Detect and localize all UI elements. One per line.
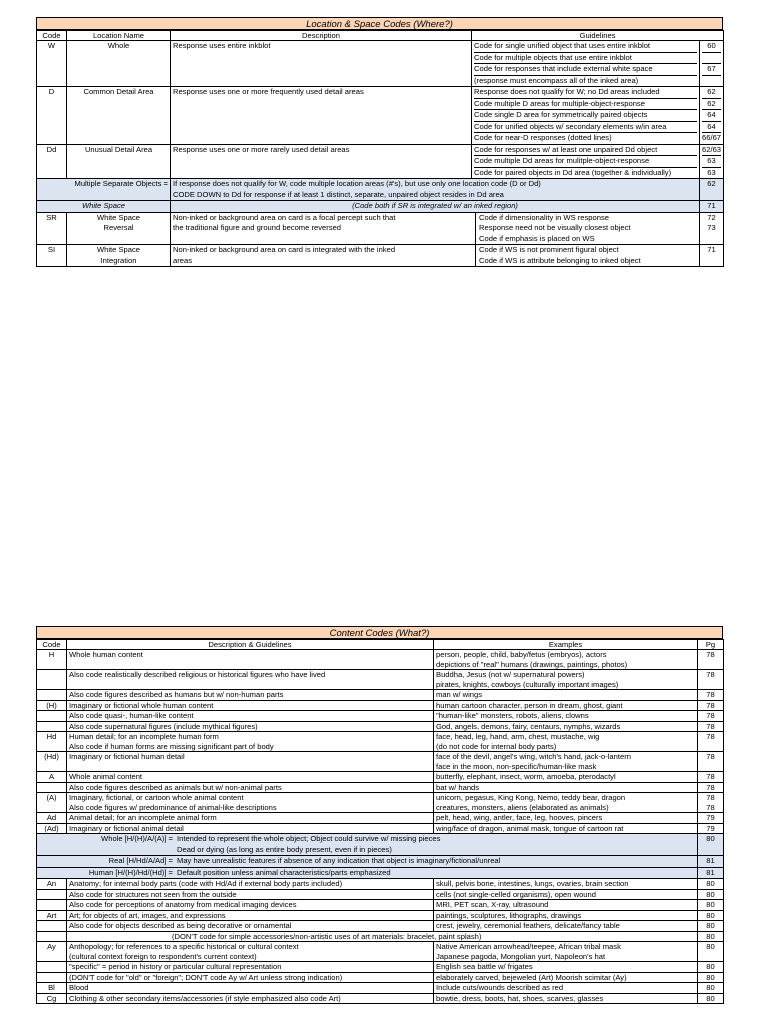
content-row	[37, 931, 724, 942]
location-description-line: Response uses one or more frequently used detail areas	[173, 87, 364, 96]
content-example: person, people, child, baby/fetus (embryos), actors	[434, 650, 698, 660]
content-code	[37, 962, 67, 973]
location-header-cell: Description	[171, 31, 472, 41]
content-example: man w/ wings	[434, 690, 698, 701]
content-description: Imaginary or fictional human detail	[67, 752, 434, 762]
location-description	[171, 41, 472, 87]
content-example: Include cuts/wounds described as red	[434, 983, 698, 994]
content-description: Imaginary or fictional whole human content	[67, 700, 434, 711]
multiple-objects-page: 62	[700, 179, 724, 201]
white-space-guideline-line: Code if WS is attribute belonging to inked object	[479, 255, 641, 265]
content-page: 80	[698, 921, 724, 932]
content-header-cell: Description & Guidelines	[67, 640, 434, 650]
white-space-name-line: White Space	[96, 212, 141, 222]
content-example: elaborately carved, bejeweled (Art) Moorish scimitar (Ay)	[434, 972, 698, 983]
content-header-cell: Examples	[434, 640, 698, 650]
content-band-label: Human [H/(H)/Hd/(Hd)] =	[88, 867, 173, 877]
location-row	[37, 144, 724, 179]
white-space-page-line: 71	[707, 245, 716, 254]
content-row	[37, 952, 724, 962]
content-row	[37, 962, 724, 973]
content-page: 80	[698, 889, 724, 900]
content-row	[37, 793, 724, 803]
content-code	[37, 921, 67, 932]
multiple-objects-line: If response does not qualify for W, code multiple location areas (#'s), but use only one location code (D or Dd)	[173, 179, 541, 188]
content-code: A	[37, 772, 67, 783]
content-page: 80	[698, 962, 724, 973]
content-band-row	[37, 867, 724, 879]
content-description	[67, 680, 434, 690]
location-page-line: 62	[702, 87, 721, 99]
white-space-name-line: Integration	[100, 255, 137, 265]
content-description: Art; for objects of art, images, and expressions	[67, 910, 434, 921]
content-description: Also code for objects described as being decorative or ornamental	[67, 921, 434, 932]
content-band-row	[37, 834, 724, 856]
location-header-cell: Code	[37, 31, 67, 41]
white-space-split	[173, 245, 697, 266]
content-codes-table	[36, 626, 723, 1004]
white-space-guide-block	[476, 213, 631, 245]
content-description: Anatomy; for internal body parts (code with Hd/Ad if external body parts included)	[67, 879, 434, 890]
white-space-page	[700, 212, 724, 245]
location-guideline-line: Code single D area for symmetrically paired objects	[474, 110, 697, 122]
content-description: Also code figures described as humans but w/ non-human parts	[67, 690, 434, 701]
content-description: Blood	[67, 983, 434, 994]
content-band-text	[177, 834, 440, 855]
white-space-description-line: areas	[173, 255, 192, 265]
white-space-desc-block	[171, 245, 476, 266]
content-band-wrap	[39, 868, 695, 879]
content-row	[37, 752, 724, 762]
location-page-line: 62/63	[702, 145, 721, 157]
content-row	[37, 721, 724, 732]
white-space-page-line	[702, 256, 721, 267]
content-example: crest, jewelry, ceremonial feathers, delicate/fancy table	[434, 921, 698, 932]
content-description: Also code for structures not seen from the outside	[67, 889, 434, 900]
location-row	[37, 87, 724, 145]
location-guideline-line: Code multiple D areas for multiple-object-response	[474, 99, 697, 111]
content-band-page: 81	[698, 856, 724, 868]
content-row	[37, 650, 724, 660]
location-header-cell: Location Name	[67, 31, 171, 41]
content-code	[37, 972, 67, 983]
content-example: depictions of "real" humans (drawings, paintings, photos)	[434, 660, 698, 670]
multiple-objects-label: Multiple Separate Objects =	[37, 179, 171, 201]
location-name-line: Common Detail Area	[83, 87, 154, 96]
content-page: 80	[698, 983, 724, 994]
location-description	[171, 144, 472, 179]
content-description: Also code realistically described religious or historical figures who have lived	[67, 670, 434, 680]
white-space-code-row	[37, 245, 724, 267]
content-page	[698, 742, 724, 752]
location-page-line: 64	[702, 110, 721, 122]
content-page: 78	[698, 793, 724, 803]
content-row	[37, 993, 724, 1004]
location-description	[171, 87, 472, 145]
white-space-guide-block	[476, 245, 641, 266]
content-description	[67, 762, 434, 772]
location-guideline-line: Code for multiple objects that use entire inkblot	[474, 53, 697, 65]
content-code	[37, 690, 67, 701]
content-band	[37, 856, 698, 868]
content-page	[698, 660, 724, 670]
content-row	[37, 732, 724, 742]
location-guideline-line: Code for responses that include external white space	[474, 64, 697, 76]
location-name-line: Unusual Detail Area	[84, 144, 153, 154]
content-row	[37, 879, 724, 890]
white-space-description-line: Non-inked or background area on card is integrated with the inked	[173, 245, 396, 254]
multiple-objects-row	[37, 179, 724, 201]
white-space-row	[37, 201, 724, 213]
content-table	[36, 639, 724, 1004]
location-guideline-line: Code for near-D responses (dotted lines)	[474, 133, 612, 142]
content-example: cells (not single-celled organisms), open wound	[434, 889, 698, 900]
content-code: (Ad)	[37, 823, 67, 834]
location-description-line: Response uses entire inkblot	[173, 41, 271, 50]
content-page: 78	[698, 690, 724, 701]
location-guidelines	[472, 144, 700, 179]
white-space-split	[173, 213, 697, 245]
content-description: Whole human content	[67, 650, 434, 660]
content-page: 78	[698, 782, 724, 793]
location-guidelines	[472, 41, 700, 87]
content-page: 78	[698, 732, 724, 742]
content-description: Also code figures described as animals but w/ non-animal parts	[67, 782, 434, 793]
content-code: Hd	[37, 732, 67, 742]
content-table-title: Content Codes (What?)	[36, 626, 723, 639]
content-page: 80	[698, 931, 724, 942]
content-row	[37, 972, 724, 983]
white-space-page-line: 72	[707, 212, 716, 222]
content-example: English sea battle w/ frigates	[434, 962, 698, 973]
content-example: Japanese pagoda, Mongolian yurt, Napoleon's hat	[434, 952, 698, 962]
content-code	[37, 900, 67, 911]
content-row	[37, 823, 724, 834]
location-table-title: Location & Space Codes (Where?)	[36, 17, 723, 30]
location-page-line: 64	[702, 122, 721, 134]
content-example: wing/face of dragon, animal mask, tongue of cartoon rat	[434, 823, 698, 834]
content-band	[37, 867, 698, 879]
location-space-codes-table	[36, 17, 723, 267]
content-example: pelt, head, wing, antler, face, leg, hooves, pincers	[434, 813, 698, 824]
location-code: W	[37, 41, 67, 87]
white-space-guideline-line: Code if emphasis is placed on WS	[479, 233, 595, 243]
content-page: 80	[698, 900, 724, 911]
content-example: bowtie, dress, boots, hat, shoes, scarves, glasses	[434, 993, 698, 1004]
content-page: 80	[698, 910, 724, 921]
content-header-row	[37, 640, 724, 650]
content-code: Ad	[37, 813, 67, 824]
content-page: 80	[698, 879, 724, 890]
content-page: 78	[698, 700, 724, 711]
white-space-label: White Space	[37, 201, 171, 213]
content-code	[37, 670, 67, 680]
content-band-page: 80	[698, 834, 724, 856]
location-page-line: 63	[707, 167, 716, 177]
content-description: (cultural context foreign to respondent's current context)	[67, 952, 434, 962]
content-page: 80	[698, 993, 724, 1004]
content-band-wrap	[39, 856, 695, 867]
location-page	[700, 144, 724, 179]
content-example: pirates, knights, cowboys (culturally important images)	[434, 680, 698, 690]
white-space-name	[67, 212, 171, 245]
location-page-line	[702, 76, 721, 87]
white-space-code-row	[37, 212, 724, 245]
white-space-guideline-line: Response need not be visually closest object	[479, 223, 631, 232]
content-row	[37, 803, 724, 813]
content-code	[37, 680, 67, 690]
content-row	[37, 772, 724, 783]
content-code: (Hd)	[37, 752, 67, 762]
white-space-desc-block	[171, 213, 476, 245]
content-row	[37, 910, 724, 921]
content-row	[37, 782, 724, 793]
content-row	[37, 690, 724, 701]
white-space-name-line: White Space	[96, 245, 141, 254]
content-example: "human-like" monsters, robots, aliens, clowns	[434, 711, 698, 722]
content-code	[37, 931, 67, 942]
content-row	[37, 813, 724, 824]
content-band-page: 81	[698, 867, 724, 879]
content-page: 79	[698, 823, 724, 834]
content-band-label: Whole [H/(H)/A/(A)] =	[101, 834, 173, 843]
content-row	[37, 711, 724, 722]
multiple-objects-line: CODE DOWN to Dd for response if at least 1 distinct, separate, unpaired object resides in Dd area	[173, 189, 504, 199]
location-header-cell: Guidelines	[472, 31, 724, 41]
location-guidelines	[472, 87, 700, 145]
location-guideline-line: (response must encompass all of the inked area)	[474, 75, 639, 85]
content-code	[37, 762, 67, 772]
location-page-line: 63	[702, 156, 721, 168]
location-name	[67, 144, 171, 179]
content-page	[698, 680, 724, 690]
content-page: 78	[698, 772, 724, 783]
content-row	[37, 762, 724, 772]
content-row	[37, 942, 724, 952]
content-description: "specific" = period in history or particular cultural representation	[67, 962, 434, 973]
content-band-line: May have unrealistic features if absence of any indication that object is imaginary/fictional/unreal	[177, 856, 501, 865]
white-space-description-line: Non-inked or background area on card is a focal percept such that	[173, 212, 396, 222]
content-example: Native American arrowhead/teepee, African tribal mask	[434, 942, 698, 952]
content-row	[37, 742, 724, 752]
content-example: MRI, PET scan, X-ray, ultrasound	[434, 900, 698, 911]
content-code	[37, 952, 67, 962]
content-row	[37, 660, 724, 670]
white-space-name-line: Reversal	[103, 223, 134, 232]
content-description: Also code quasi-, human-like content	[67, 711, 434, 722]
location-name	[67, 87, 171, 145]
content-band-wrap	[39, 834, 695, 855]
location-page-line: 66/67	[702, 133, 722, 142]
white-space-code: SI	[37, 245, 67, 267]
content-code: Cg	[37, 993, 67, 1004]
content-band-line: Intended to represent the whole object; Object could survive w/ missing pieces	[177, 834, 441, 843]
content-page: 78	[698, 650, 724, 660]
content-code: (H)	[37, 700, 67, 711]
white-space-description	[171, 212, 700, 245]
location-code: Dd	[37, 144, 67, 179]
multiple-objects-text	[171, 179, 700, 201]
content-row	[37, 983, 724, 994]
content-description: Whole animal content	[67, 772, 434, 783]
white-space-guideline-line: Code if dimensionality in WS response	[479, 212, 609, 222]
white-space-page	[700, 245, 724, 267]
content-example: bat w/ hands	[434, 782, 698, 793]
content-description: Anthopology; for references to a specific historical or cultural context	[67, 942, 434, 952]
content-row	[37, 900, 724, 911]
content-description: Also code for perceptions of anatomy from medical imaging devices	[67, 900, 434, 911]
content-example: unicorn, pegasus, King Kong, Nemo, teddy bear, dragon	[434, 793, 698, 803]
location-page-line: 60	[702, 41, 721, 53]
content-code: Bl	[37, 983, 67, 994]
content-band-text	[177, 868, 391, 879]
content-code: Art	[37, 910, 67, 921]
location-guideline-line: Code multiple Dd areas for mulitple-object-response	[474, 156, 697, 168]
content-example: paintings, sculptures, lithographs, drawings	[434, 910, 698, 921]
content-row	[37, 921, 724, 932]
content-description: Imaginary or fictional animal detail	[67, 823, 434, 834]
content-code	[37, 782, 67, 793]
location-page-line	[702, 53, 721, 65]
content-page	[698, 952, 724, 962]
content-row	[37, 670, 724, 680]
content-description: Also code figures w/ predominance of animal-like descriptions	[67, 803, 434, 813]
content-description: Clothing & other secondary items/accessories (if style emphasized also code Art)	[67, 993, 434, 1004]
location-page	[700, 87, 724, 145]
white-space-page-line: 73	[707, 223, 716, 232]
content-description: Animal detail; for an incomplete animal form	[67, 813, 434, 824]
content-page: 79	[698, 813, 724, 824]
location-guideline-line: Code for responses w/ at least one unpaired Dd object	[474, 145, 697, 157]
content-band-line: Default position unless animal characteristics/parts emphasized	[177, 867, 391, 877]
content-description: (DON'T code for simple accessories/non-artistic uses of art materials: bracelet, paint splash)	[67, 931, 698, 942]
location-code: D	[37, 87, 67, 145]
content-description: Also code supernatural figures (include mythical figures)	[67, 721, 434, 732]
content-page: 78	[698, 670, 724, 680]
content-description: Human detail; for an incomplete human form	[67, 732, 434, 742]
content-example: skull, pelvis bone, intestines, lungs, ovaries, brain section	[434, 879, 698, 890]
content-page: 78	[698, 803, 724, 813]
content-description	[67, 660, 434, 670]
content-row	[37, 889, 724, 900]
location-guideline-line: Code for unified objects w/ secondary elements w/in area	[474, 122, 697, 134]
content-example: face of the devil, angel's wing, witch's hand, jack-o-lantern	[434, 752, 698, 762]
content-description: Imaginary, fictional, or cartoon whole animal content	[67, 793, 434, 803]
location-guideline-line: Response does not qualify for W; no Dd areas included	[474, 87, 697, 99]
content-page: 78	[698, 711, 724, 722]
location-table	[36, 30, 724, 267]
content-page: 78	[698, 752, 724, 762]
content-example: (do not code for internal body parts)	[434, 742, 698, 752]
location-guideline-line: Code for paired objects in Dd area (together & individually)	[474, 167, 672, 177]
content-example: creatures, monsters, aliens (elaborated as animals)	[434, 803, 698, 813]
content-header-cell: Code	[37, 640, 67, 650]
white-space-description-line: the traditional figure and ground become reversed	[173, 223, 342, 232]
content-code	[37, 721, 67, 732]
white-space-name	[67, 245, 171, 267]
location-page	[700, 41, 724, 87]
content-example: Buddha, Jesus (not w/ supernatural powers)	[434, 670, 698, 680]
content-page: 78	[698, 721, 724, 732]
location-page-line: 67	[702, 64, 721, 76]
white-space-description	[171, 245, 700, 267]
content-code	[37, 742, 67, 752]
white-space-note: (Code both if SR is integrated w/ an inked region)	[171, 201, 700, 213]
content-description: Also code if human forms are missing significant part of body	[67, 742, 434, 752]
content-page	[698, 762, 724, 772]
content-band-row	[37, 856, 724, 868]
content-example: human cartoon character, person in dream, ghost, giant	[434, 700, 698, 711]
content-example: butterfly, elephant, insect, worm, amoeba, pterodactyl	[434, 772, 698, 783]
content-code	[37, 803, 67, 813]
content-example: God, angels, demons, fairy, centaurs, nymphs, wizards	[434, 721, 698, 732]
content-code	[37, 660, 67, 670]
content-code: Ay	[37, 942, 67, 952]
location-header-row	[37, 31, 724, 41]
content-code: H	[37, 650, 67, 660]
content-description: (DON'T code for "old" or "foreign"; DON'T code Ay w/ Art unless strong indication)	[67, 972, 434, 983]
content-header-cell: Pg	[698, 640, 724, 650]
content-example: face, head, leg, hand, arm, chest, mustache, wig	[434, 732, 698, 742]
content-code: (A)	[37, 793, 67, 803]
location-description-line: Response uses one or more rarely used detail areas	[173, 144, 350, 154]
white-space-code: SR	[37, 212, 67, 245]
content-page: 80	[698, 972, 724, 983]
content-row	[37, 700, 724, 711]
content-code	[37, 889, 67, 900]
location-row	[37, 41, 724, 87]
content-band-line: Dead or dying (as long as entire body present, even if in pieces)	[177, 844, 392, 854]
content-row	[37, 680, 724, 690]
content-code: An	[37, 879, 67, 890]
location-guideline-line: Code for single unified object that uses entire inkblot	[474, 41, 697, 53]
content-band-text	[177, 856, 500, 867]
location-name-line: Whole	[107, 41, 130, 50]
content-page: 80	[698, 942, 724, 952]
content-band	[37, 834, 698, 856]
content-code	[37, 711, 67, 722]
white-space-page: 71	[700, 201, 724, 213]
white-space-guideline-line: Code if WS is not prominent figural object	[479, 245, 619, 254]
content-band-label: Real [H/Hd/A/Ad] =	[108, 856, 173, 865]
content-example: face in the moon, non-specific/human-like mask	[434, 762, 698, 772]
location-page-line: 62	[702, 99, 721, 111]
white-space-page-line	[702, 234, 721, 245]
location-name	[67, 41, 171, 87]
